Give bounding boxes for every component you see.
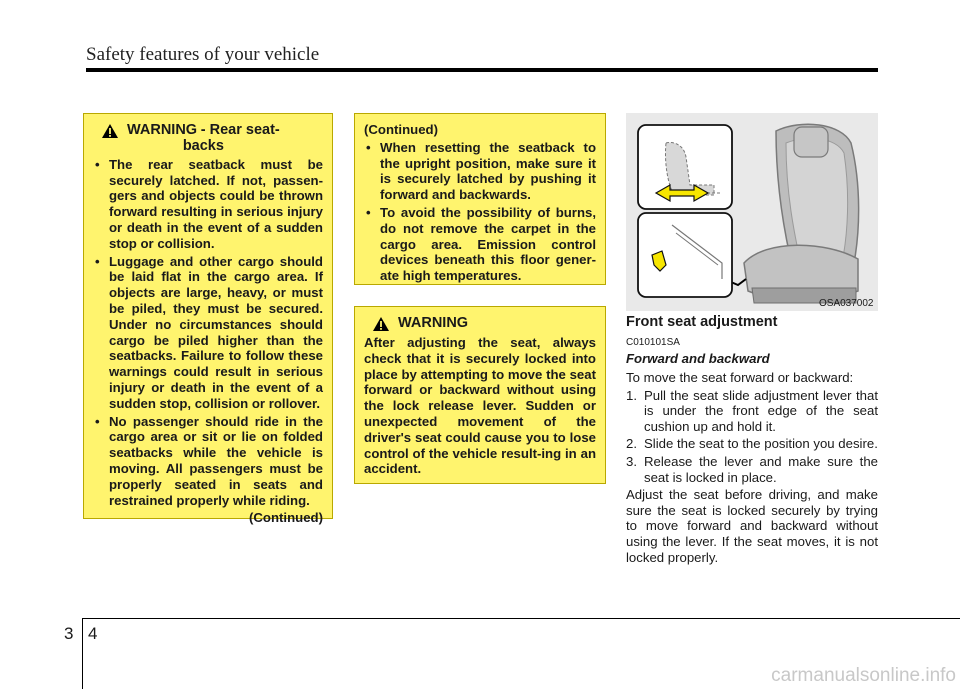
watermark: carmanualsonline.info bbox=[771, 665, 956, 686]
seat-illustration-svg bbox=[626, 113, 878, 311]
warning-triangle-icon bbox=[372, 316, 390, 332]
warning-title: WARNING bbox=[398, 315, 469, 331]
step-item bbox=[626, 436, 878, 452]
section-title: Front seat adjustment bbox=[626, 314, 778, 330]
illustration-code: OSA037002 bbox=[819, 298, 874, 309]
page-header-title: Safety features of your vehicle bbox=[86, 44, 320, 65]
continued-header: (Continued) bbox=[364, 122, 438, 137]
warning-subtitle: - Rear seat- bbox=[200, 122, 280, 138]
footer-rule-vertical bbox=[82, 618, 83, 689]
section-outro: Adjust the seat before driving, and make sure the seat is locked securely by trying to move forward and backward without using the lever. If the seat moves, it is not locked properly. bbox=[626, 487, 878, 565]
warning-bullet: • Luggage and other cargo should be laid flat in the cargo area. If objects are large, heavy, or must be piled, they must be secured. Under no circumstances should cargo be piled higher than the seatbacks. Failure to follow these warnings could result in serious injury or death in the event of a sudden stop, collision or rollover. bbox=[93, 254, 323, 412]
continued-bullet: • To avoid the possibility of burns, do not remove the carpet in the cargo area. Emission control devices beneath this floor gener-ate high temperatures. bbox=[364, 205, 596, 284]
page-number: 4 bbox=[88, 624, 98, 643]
warning-subtitle-2: backs bbox=[182, 138, 224, 154]
step-number: 2. bbox=[626, 436, 637, 452]
warning-bullet: • The rear seatback must be securely latched. If not, passen-gers and objects could be thrown forward resulting in serious injury or death in the event of a sudden stop or collision. bbox=[93, 157, 323, 252]
step-item bbox=[626, 388, 878, 435]
step-number: 3. bbox=[626, 453, 637, 469]
warning-triangle-icon bbox=[101, 123, 119, 139]
warning-rear-seatbacks-box bbox=[83, 113, 333, 526]
warning-title: WARNING bbox=[127, 122, 198, 138]
footer-rule-horizontal bbox=[82, 618, 960, 619]
header-rule bbox=[86, 68, 878, 72]
continued-label: (Continued) bbox=[249, 510, 323, 526]
continued-bullet: • When resetting the seatback to the upright position, make sure it is securely latched by pushing it forward and backwards. bbox=[364, 140, 596, 203]
section-code: C010101SA bbox=[626, 337, 680, 348]
warning-header bbox=[372, 315, 596, 332]
step-text: Release the lever and make sure the seat is locked in place. bbox=[644, 453, 878, 485]
seat-adjustment-illustration bbox=[626, 113, 878, 311]
section-body bbox=[626, 370, 878, 567]
step-number: 1. bbox=[626, 387, 637, 403]
warning-bullet: • No passenger should ride in the cargo area or sit or lie on folded seatbacks while the vehicle is moving. All passengers must be properly seated in seats and restrained properly while riding. bbox=[93, 414, 323, 509]
section-intro: To move the seat forward or backward: bbox=[626, 370, 854, 385]
warning-seat-lock-box bbox=[354, 306, 606, 484]
step-text: Pull the seat slide adjustment lever that is under the front edge of the seat cushion up and hold it. bbox=[644, 387, 878, 434]
section-subtitle: Forward and backward bbox=[626, 351, 770, 366]
continued-warning-box bbox=[354, 113, 606, 285]
step-item bbox=[626, 454, 878, 485]
warning-text: After adjusting the seat, always check that it is securely locked into place by attempting to move the seat forward or backward without using the lock release lever. Sudden or unexpected movement of the driver's seat could cause you to lose control of the vehicle result-ing in an accident. bbox=[364, 335, 596, 477]
chapter-number: 3 bbox=[64, 624, 74, 643]
warning-header bbox=[101, 122, 323, 155]
step-text: Slide the seat to the position you desire. bbox=[644, 436, 878, 452]
